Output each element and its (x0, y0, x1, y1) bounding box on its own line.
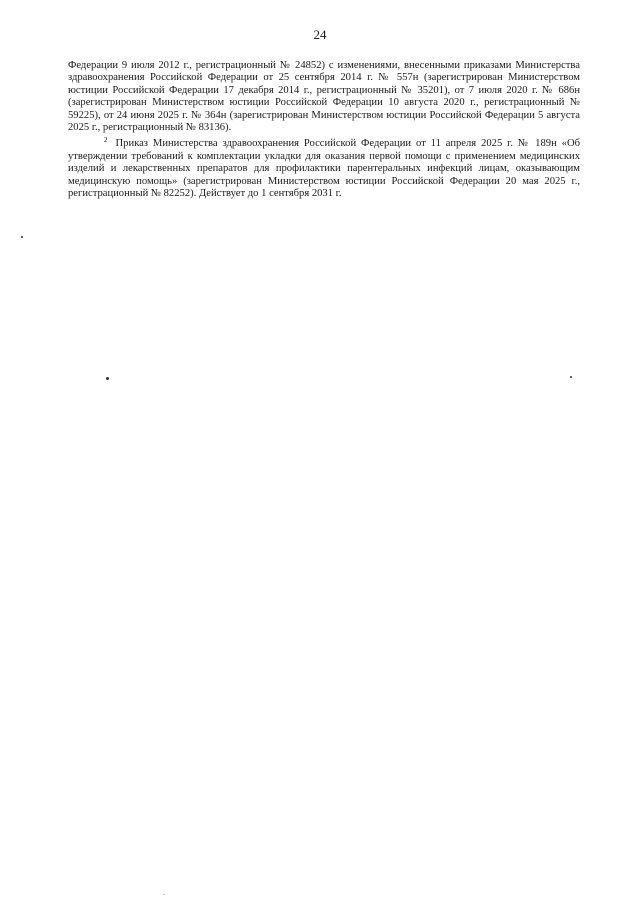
footnote-2 (68, 134, 580, 200)
scan-speck (570, 376, 572, 378)
footnote-text: Федерации 9 июля 2012 г., регистрационный № 24852) с изменениями, внесенными приказами Министерства здравоохранения Российской Федерации от 25 сентября 2014 г. № 557н (зарегистрирован Министерством юстиции Российской Федерации 17 декабря 2014 г., регистрационный № 35201), от 7 июля 2020 г. № 686н (зарегистрирован Министерством юстиции Российской Федерации 10 августа 2020 г., регистрационный № 59225), от 24 июня 2025 г. № 364н (зарегистрирован Министерством юстиции Российской Федерации 5 августа 2025 г., регистрационный № 83136). (68, 60, 580, 134)
footnotes-section (68, 60, 580, 200)
footnote-text: Приказ Министерства здравоохранения Российской Федерации от 11 апреля 2025 г. № 189н «Об утверждении требований к комплектации укладки для оказания первой помощи с применением медицинских изделий и лекарственных препаратов для профилактики парентеральных инфекций лицам, оказывающим медицинскую помощь» (зарегистрирован Министерством юстиции Российской Федерации 20 мая 2025 г., регистрационный № 82252). Действует до 1 сентября 2031 г. (68, 138, 580, 200)
footnote-marker: 2 (104, 136, 108, 145)
scan-speck (106, 377, 109, 380)
page-number: 24 (313, 27, 327, 42)
footnote-continuation (68, 60, 580, 134)
scan-speck (21, 236, 23, 238)
scan-speck (163, 894, 165, 895)
